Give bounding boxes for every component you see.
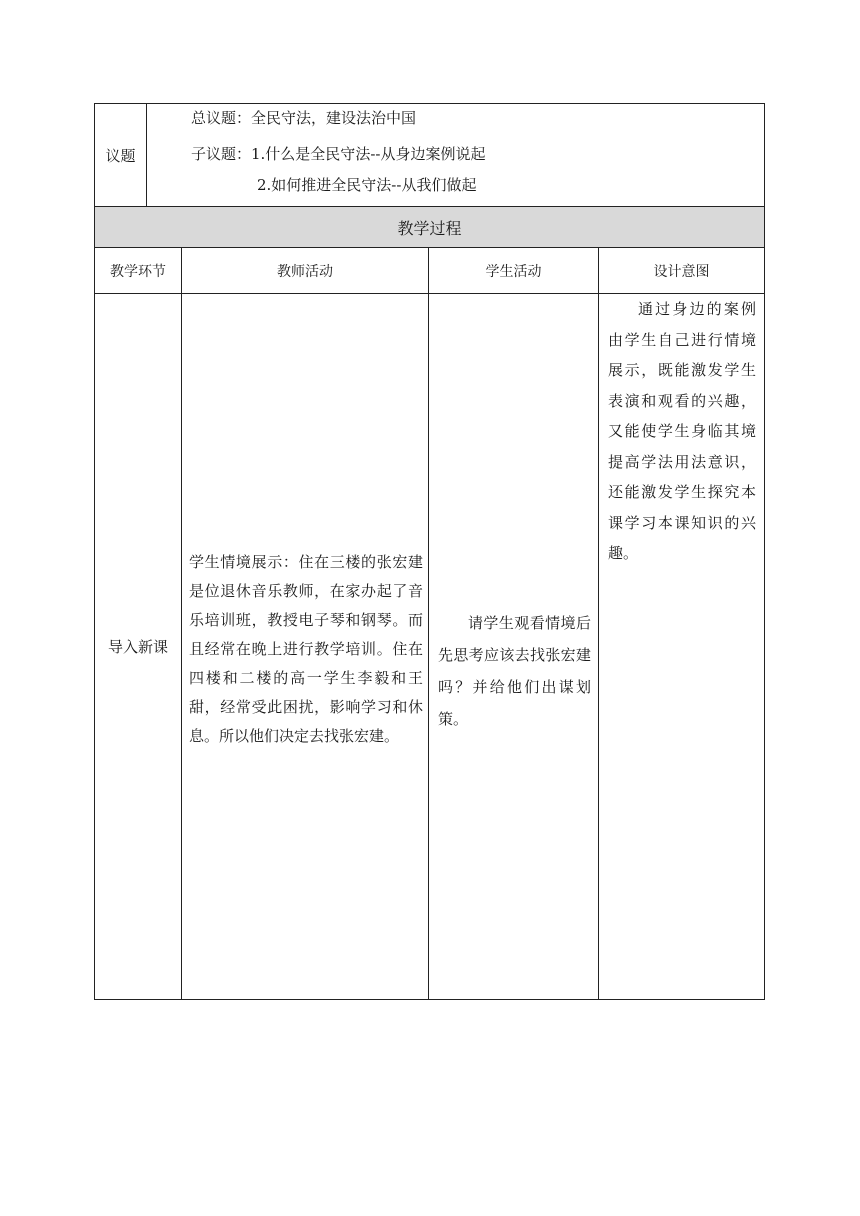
teacher-activity-cell [181, 293, 429, 1000]
column-header-design: 设计意图 [598, 247, 765, 294]
student-activity-cell [428, 293, 599, 1000]
column-header-teacher: 教师活动 [181, 247, 429, 294]
topic-body [147, 104, 764, 206]
topic-label: 议题 [95, 104, 147, 206]
design-intent-text: 通过身边的案例由学生自己进行情境展示，既能激发学生表演和观看的兴趣，又能使学生身临其境提高学法用法意识，还能激发学生探究本课学习本课知识的兴趣。 [608, 300, 756, 562]
stage-cell [94, 293, 182, 1000]
topic-block [94, 103, 765, 207]
column-header-stage: 教学环节 [94, 247, 182, 294]
teacher-activity-text: 学生情境展示：住在三楼的张宏建是位退休音乐教师，在家办起了音乐培训班，教授电子琴和钢琴。而且经常在晚上进行教学培训。住在四楼和二楼的高一学生李毅和王甜，经常受此困扰，影响学习和休息。所以他们决定去找张宏建。 [189, 553, 423, 745]
sub-topic-2: 2.如何推进全民守法--从我们做起 [257, 176, 477, 194]
column-header-student: 学生活动 [428, 247, 599, 294]
student-activity-text: 请学生观看情境后先思考应该去找张宏建吗？并给他们出谋划策。 [438, 614, 591, 728]
sub-topic-1: 子议题：1.什么是全民守法--从身边案例说起 [191, 145, 486, 163]
process-title: 教学过程 [94, 206, 765, 248]
stage-label: 导入新课 [107, 638, 168, 656]
main-topic: 总议题：全民守法，建设法治中国 [191, 109, 417, 127]
design-intent-cell [598, 293, 765, 1000]
